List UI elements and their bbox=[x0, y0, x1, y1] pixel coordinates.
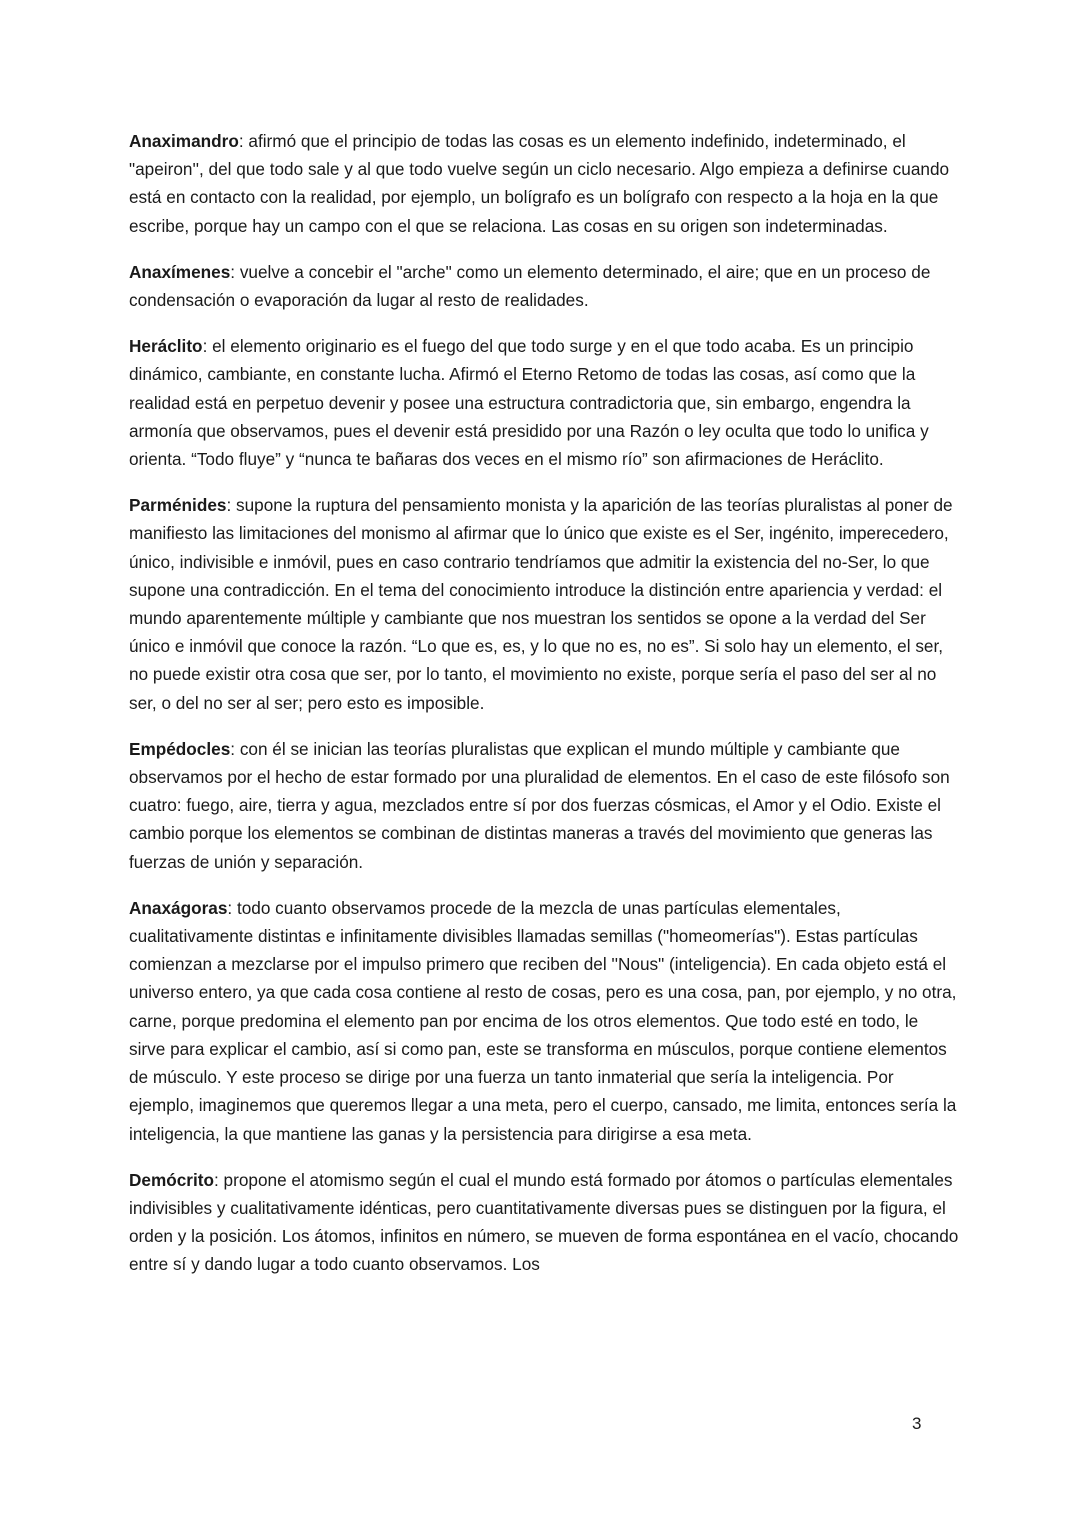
paragraph-anaxagoras bbox=[129, 894, 959, 1148]
term-heading: Heráclito bbox=[129, 336, 203, 357]
paragraph-heraclito bbox=[129, 332, 959, 473]
term-heading: Anaxágoras bbox=[129, 897, 228, 918]
paragraph-text: : todo cuanto observamos procede de la mezcla de unas partículas elementales, cualitativamente distintas e infinitamente divisibles llamadas semillas ("homeomerías"). Estas partículas comienzan a mezclarse por el impulso primero que reciben del ''Nous" (inteligencia). En cada objeto está el universo entero, ya que cada cosa contiene al resto de cosas, pero es una cosa, pan, por ejemplo, y no otra, carne, porque predomina el elemento pan por encima de los otros elementos. Que todo esté en todo, le sirve para explicar el cambio, así si como pan, este se transforma en músculos, porque contiene elementos de músculo. Y este proceso se dirige por una fuerza un tanto inmaterial que sería la inteligencia. Por ejemplo, imaginemos que queremos llegar a una meta, pero el cuerpo, cansado, me limita, entonces sería la inteligencia, la que mantiene las ganas y la persistencia para dirigirse a esa meta. bbox=[129, 897, 957, 1144]
page-number: 3 bbox=[912, 1414, 922, 1433]
paragraph-text: : con él se inician las teorías pluralistas que explican el mundo múltiple y cambiante que observamos por el hecho de estar formado por una pluralidad de elementos. En el caso de este filósofo son cuatro: fuego, aire, tierra y agua, mezclados entre sí por dos fuerzas cósmicas, el Amor y el Odio. Existe el cambio porque los elementos se combinan de distintas maneras a través del movimiento que generas las fuerzas de unión y separación. bbox=[129, 738, 950, 872]
paragraph-anaximandro bbox=[129, 127, 959, 240]
paragraph-anaximenes bbox=[129, 258, 959, 314]
paragraph-parmenides bbox=[129, 491, 959, 717]
paragraph-text: : afirmó que el principio de todas las cosas es un elemento indefinido, indeterminado, el "apeiron'', del que todo sale y al que todo vuelve según un ciclo necesario. Algo empieza a definirse cuando está en contacto con la realidad, por ejemplo, un bolígrafo es un bolígrafo con respecto a la hoja en la que escribe, porque hay un campo con el que se relaciona. Las cosas en su origen son indeterminadas. bbox=[129, 131, 950, 236]
term-heading: Anaxímenes bbox=[129, 261, 231, 282]
paragraph-text: : vuelve a concebir el "arche" como un elemento determinado, el aire; que en un proceso de condensación o evaporación da lugar al resto de realidades. bbox=[129, 261, 931, 311]
paragraph-democrito bbox=[129, 1166, 959, 1279]
term-heading: Parménides bbox=[129, 495, 227, 516]
paragraph-text: : el elemento originario es el fuego del que todo surge y en el que todo acaba. Es un principio dinámico, cambiante, en constante lucha. Afirmó el Eterno Retomo de todas las cosas, así como que la realidad está en perpetuo devenir y posee una estructura contradictoria que, sin embargo, engendra la armonía que observamos, pues el devenir está presidido por una Razón o ley oculta que todo lo unifica y orienta. “Todo fluye” y “nunca te bañaras dos veces en el mismo río” son afirmaciones de Heráclito. bbox=[129, 336, 929, 470]
document-body bbox=[129, 127, 959, 1297]
paragraph-empedocles bbox=[129, 735, 959, 876]
term-heading: Anaximandro bbox=[129, 131, 239, 151]
paragraph-text: : supone la ruptura del pensamiento monista y la aparición de las teorías pluralistas al poner de manifiesto las limitaciones del monismo al afirmar que lo único que existe es el Ser, ingénito, imperecedero, único, indivisible e inmóvil, pues en caso contrario tendríamos que admitir la existencia del no-Ser, lo que supone una contradicción. En el tema del conocimiento introduce la distinción entre apariencia y verdad: el mundo aparentemente múltiple y cambiante que nos muestran los sentidos se opone a la verdad del Ser único e inmóvil que conoce la razón. “Lo que es, es, y lo que no es, no es”. Si solo hay un elemento, el ser, no puede existir otra cosa que ser, por lo tanto, el movimiento no existe, porque sería el paso del ser al no ser, o del no ser al ser; pero esto es imposible. bbox=[129, 495, 953, 713]
paragraph-text: : propone el atomismo según el cual el mundo está formado por átomos o partículas elementales indivisibles y cualitativamente idénticas, pero cuantitativamente diversas pues se distinguen por la figura, el orden y la posición. Los átomos, infinitos en número, se mueven de forma espontánea en el vacío, chocando entre sí y dando lugar a todo cuanto observamos. Los bbox=[129, 1169, 959, 1275]
term-heading: Demócrito bbox=[129, 1169, 214, 1190]
term-heading: Empédocles bbox=[129, 738, 231, 759]
